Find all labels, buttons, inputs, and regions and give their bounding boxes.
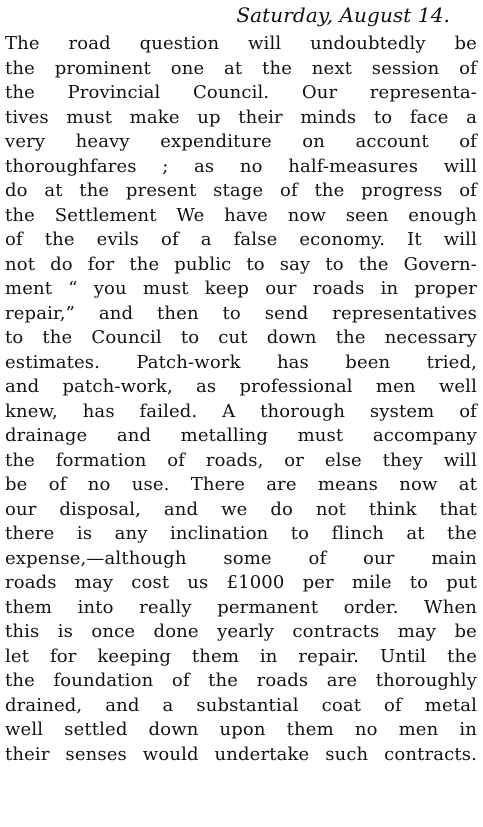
article-line: there is any inclination to flinch at the: [5, 523, 477, 544]
article-line: their senses would undertake such contracts.: [5, 743, 477, 765]
article-line: expense,—although some of our main: [5, 547, 477, 569]
article-line: to the Council to cut down the necessary: [5, 327, 477, 348]
article-line: repair,” and then to send representatives: [5, 302, 477, 324]
article-line: the formation of roads, or else they will: [5, 449, 477, 471]
article-line: let for keeping them in repair. Until the: [5, 645, 477, 667]
article-body: [5, 32, 477, 767]
article-line: be of no use. There are means now at: [5, 474, 477, 495]
article-line: very heavy expenditure on account of: [5, 131, 477, 152]
article-line: the prominent one at the next session of: [5, 57, 477, 79]
article-line: ment “ you must keep our roads in proper: [5, 278, 477, 299]
article-line: our disposal, and we do not think that: [5, 498, 477, 520]
article-line: and patch-work, as professional men well: [5, 376, 477, 397]
article-line: thoroughfares ; as no half-measures will: [5, 155, 477, 177]
article-line: of the evils of a false economy. It will: [5, 229, 477, 250]
article-line: drainage and metalling must accompany: [5, 425, 477, 446]
article-line: the Provincial Council. Our representa-: [5, 82, 477, 103]
article-line: this is once done yearly contracts may be: [5, 621, 477, 642]
article-line: drained, and a substantial coat of metal: [5, 694, 477, 716]
article-line: the Settlement We have now seen enough: [5, 204, 477, 226]
dateline: Saturday, August 14.: [236, 3, 450, 27]
article-line: estimates. Patch-work has been tried,: [5, 351, 477, 373]
article-line: not do for the public to say to the Govern-: [5, 253, 477, 275]
article-line: the foundation of the roads are thoroughly: [5, 670, 477, 691]
article-line: The road question will undoubtedly be: [5, 33, 477, 54]
article-line: knew, has failed. A thorough system of: [5, 400, 477, 422]
article-line: do at the present stage of the progress of: [5, 180, 477, 201]
article-line: tives must make up their minds to face a: [5, 106, 477, 128]
article-line: them into really permanent order. When: [5, 596, 477, 618]
article-line: roads may cost us £1000 per mile to put: [5, 572, 477, 593]
article-line: well settled down upon them no men in: [5, 719, 477, 740]
